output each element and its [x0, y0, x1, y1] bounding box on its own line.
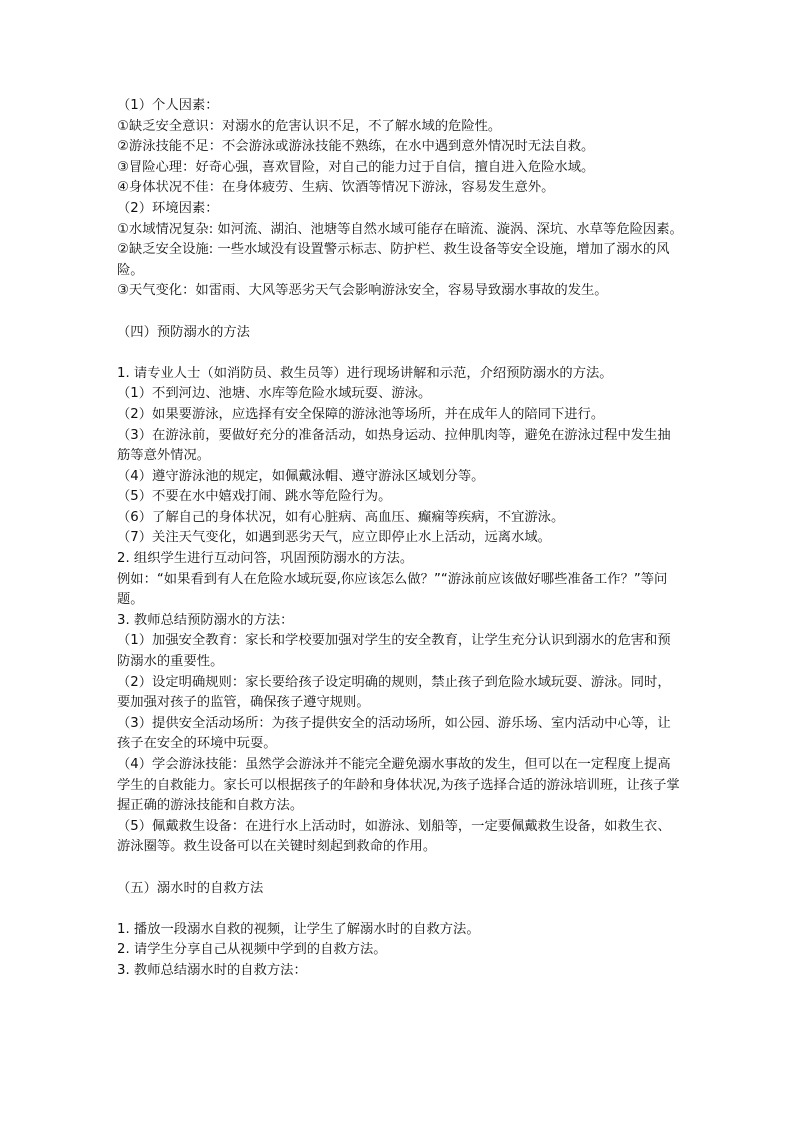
text-line: （2）环境因素：	[117, 200, 219, 216]
text-line: （6）了解自己的身体状况，如有心脏病、高血压、癫痫等疾病，不宜游泳。	[117, 509, 565, 525]
paragraph-spacer	[117, 302, 683, 323]
text-line: （1）加强安全教育：家长和学校要加强对学生的安全教育，让学生充分认识到溺水的危害和预防溺水的重要性。	[117, 633, 671, 670]
text-line: （4）学会游泳技能：虽然学会游泳并不能完全避免溺水事故的发生，但可以在一定程度上提高学生的自救能力。家长可以根据孩子的年龄和身体状况,为孩子选择合适的游泳培训班，让孩子掌握正确的游泳技能和自救方法。	[117, 757, 680, 814]
text-line: （7）关注天气变化，如遇到恶劣天气，应立即停止水上活动，远离水域。	[117, 530, 551, 546]
text-line: ②缺乏安全设施: 一些水域没有设置警示标志、防护栏、救生设备等安全设施，增加了溺水的风险。	[117, 242, 670, 278]
paragraph-spacer	[117, 899, 683, 920]
paragraph-spacer	[117, 858, 683, 879]
text-line: 例如：“如果看到有人在危险水域玩耍,你应该怎么做？”“游泳前应该做好哪些准备工作？”等问题。	[117, 571, 668, 608]
text-line: 3. 教师总结溺水时的自救方法：	[117, 962, 307, 978]
text-line: 2. 请学生分享自己从视频中学到的自救方法。	[117, 942, 387, 958]
document-body	[117, 96, 683, 982]
text-line: 1. 请专业人士（如消防员、救生员等）进行现场讲解和示范，介绍预防溺水的方法。	[117, 365, 613, 381]
text-line: ①缺乏安全意识：对溺水的危害认识不足，不了解水域的危险性。	[117, 118, 502, 134]
text-line: 3. 教师总结预防溺水的方法：	[117, 612, 294, 628]
text-line: （2）如果要游泳，应选择有安全保障的游泳池等场所，并在成年人的陪同下进行。	[117, 406, 605, 422]
text-line: ③冒险心理：好奇心强，喜欢冒险，对自己的能力过于自信，擅自进入危险水域。	[117, 159, 595, 175]
text-line: （1）不到河边、池塘、水库等危险水域玩耍、游泳。	[117, 386, 432, 402]
section-heading: （五）溺水时的自救方法	[117, 880, 264, 896]
text-line: 2. 组织学生进行互动问答，巩固预防溺水的方法。	[117, 551, 414, 567]
text-line: ②游泳技能不足：不会游泳或游泳技能不熟练，在水中遇到意外情况时无法自救。	[117, 139, 595, 155]
text-line: （1）个人因素：	[117, 98, 219, 113]
text-line: （5）不要在水中嬉戏打闹、跳水等危险行为。	[117, 489, 392, 505]
text-line: ④身体状况不佳：在身体疲劳、生病、饮酒等情况下游泳，容易发生意外。	[117, 180, 555, 196]
text-line: ①水域情况复杂: 如河流、湖泊、池塘等自然水域可能存在暗流、漩涡、深坑、水草等危险因素。	[117, 221, 683, 237]
section-heading: （四）预防溺水的方法	[117, 324, 250, 340]
text-line: （3）在游泳前，要做好充分的准备活动，如热身运动、拉伸肌肉等，避免在游泳过程中发生抽筋等意外情况。	[117, 427, 671, 464]
text-line: 1. 播放一段溺水自救的视频，让学生了解溺水时的自救方法。	[117, 921, 480, 937]
text-line: （4）遵守游泳池的规定，如佩戴泳帽、遵守游泳区域划分等。	[117, 468, 485, 484]
text-line: ③天气变化：如雷雨、大风等恶劣天气会影响游泳安全，容易导致溺水事故的发生。	[117, 283, 608, 299]
text-line: （5）佩戴救生设备：在进行水上活动时，如游泳、划船等，一定要佩戴救生设备，如救生衣、游泳圈等。救生设备可以在关键时刻起到救命的作用。	[117, 818, 671, 855]
paragraph-spacer	[117, 343, 683, 364]
text-line: （2）设定明确规则：家长要给孩子设定明确的规则，禁止孩子到危险水域玩耍、游泳。同时，要加强对孩子的监管，确保孩子遵守规则。	[117, 674, 671, 711]
text-line: （3）提供安全活动场所：为孩子提供安全的活动场所，如公园、游乐场、室内活动中心等，让孩子在安全的环境中玩耍。	[117, 715, 671, 752]
